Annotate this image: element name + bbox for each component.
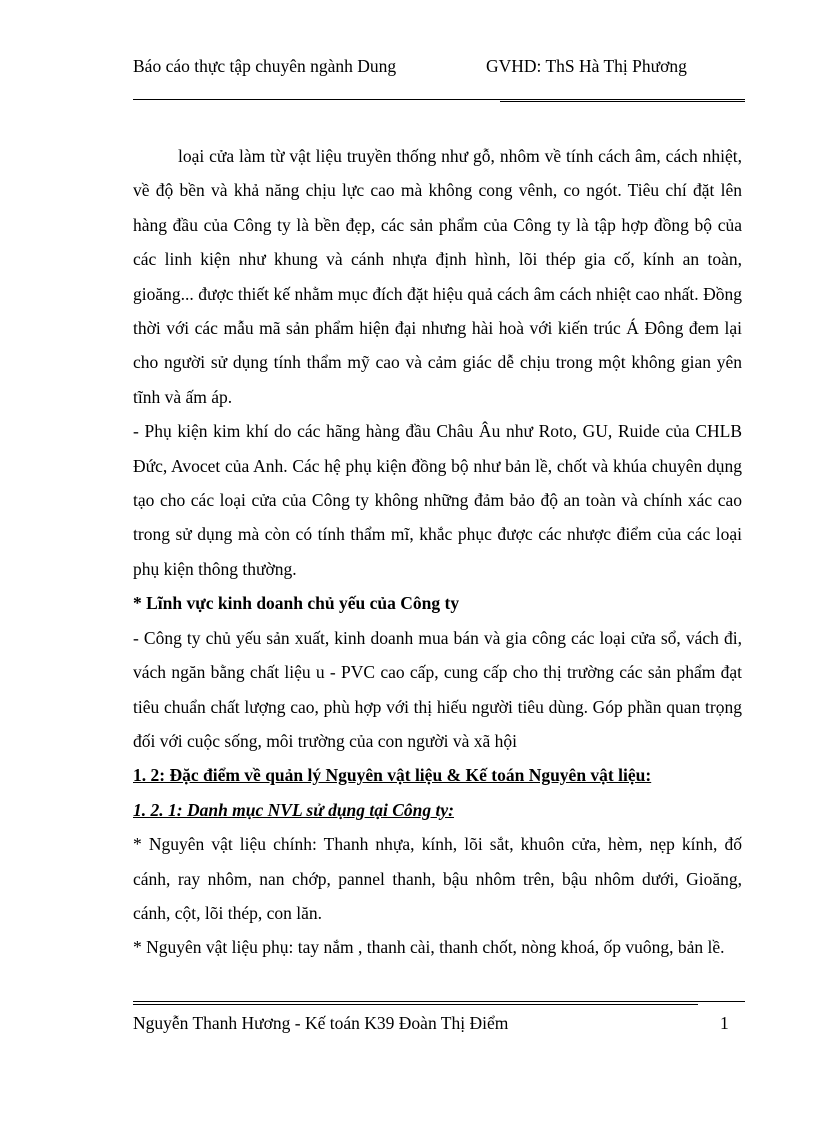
- page-number: 1: [720, 1013, 729, 1033]
- footer-rule-secondary: [133, 1004, 698, 1005]
- footer-author: Nguyễn Thanh Hương - Kế toán K39 Đoàn Thị Điểm: [133, 1013, 509, 1033]
- paragraph-window-materials: loại cửa làm từ vật liệu truyền thống như gỗ, nhôm về tính cách âm, cách nhiệt, về độ bền và khả năng chịu lực cao mà không cong vênh, co ngót. Tiêu chí đặt lên hàng đầu của Công ty là bền đẹp, các sản phẩm của Công ty là tập hợp đồng bộ của các linh kiện như khung và cánh nhựa định hình, lõi thép gia cố, kính an toàn, gioăng... được thiết kế nhằm mục đích đặt hiệu quả cách âm cách nhiệt cao nhất. Đồng thời với các mẫu mã sản phẩm hiện đại nhưng hài hoà với kiến trúc Á Đông đem lại cho người sử dụng tính thẩm mỹ cao và cảm giác dễ chịu trong một không gian yên tĩnh và ấm áp.: [133, 146, 742, 407]
- header-supervisor: GVHD: ThS Hà Thị Phương: [486, 56, 687, 76]
- heading-section-1-2: 1. 2: Đặc điểm về quản lý Nguyên vật liệu & Kế toán Nguyên vật liệu:: [133, 765, 652, 786]
- heading-business-fields: * Lĩnh vực kinh doanh chủ yếu của Công ty: [133, 593, 460, 614]
- paragraph-auxiliary-materials: * Nguyên vật liệu phụ: tay nắm , thanh cài, thanh chốt, nòng khoá, ốp vuông, bản lề.: [133, 937, 725, 958]
- paragraph-business-fields: - Công ty chủ yếu sản xuất, kinh doanh mua bán và gia công các loại cửa sổ, vách đi, vách ngăn bằng chất liệu u - PVC cao cấp, cung cấp cho thị trường các sản phẩm đạt tiêu chuẩn chất lượng cao, phù hợp với thị hiếu người tiêu dùng. Góp phần quan trọng đối với cuộc sống, môi trường của con người và xã hội: [133, 627, 742, 751]
- footer-rule: [133, 1001, 745, 1002]
- paragraph-accessories: - Phụ kiện kim khí do các hãng hàng đầu Châu Âu như Roto, GU, Ruide của CHLB Đức, Avocet của Anh. Các hệ phụ kiện đồng bộ như bản lề, chốt và khúa chuyên dụng tạo cho các loại cửa của Công ty không những đảm bảo độ an toàn và chính xác cao trong sử dụng mà còn có tính thẩm mĩ, khắc phục được các nhược điểm của các loại phụ kiện thông thường.: [133, 421, 742, 579]
- paragraph-main-materials: * Nguyên vật liệu chính: Thanh nhựa, kính, lõi sắt, khuôn cửa, hèm, nẹp kính, đố cánh, ray nhôm, nan chớp, pannel thanh, bậu nhôm trên, bậu nhôm dưới, Gioăng, cánh, cột, lõi thép, con lăn.: [133, 834, 742, 923]
- header-rule: [133, 99, 745, 100]
- heading-section-1-2-1: 1. 2. 1: Danh mục NVL sử dụng tại Công ty:: [133, 799, 454, 820]
- header-rule-secondary: [500, 101, 745, 102]
- body-text: [133, 139, 742, 965]
- header-report-title: Báo cáo thực tập chuyên ngành Dung: [133, 56, 397, 76]
